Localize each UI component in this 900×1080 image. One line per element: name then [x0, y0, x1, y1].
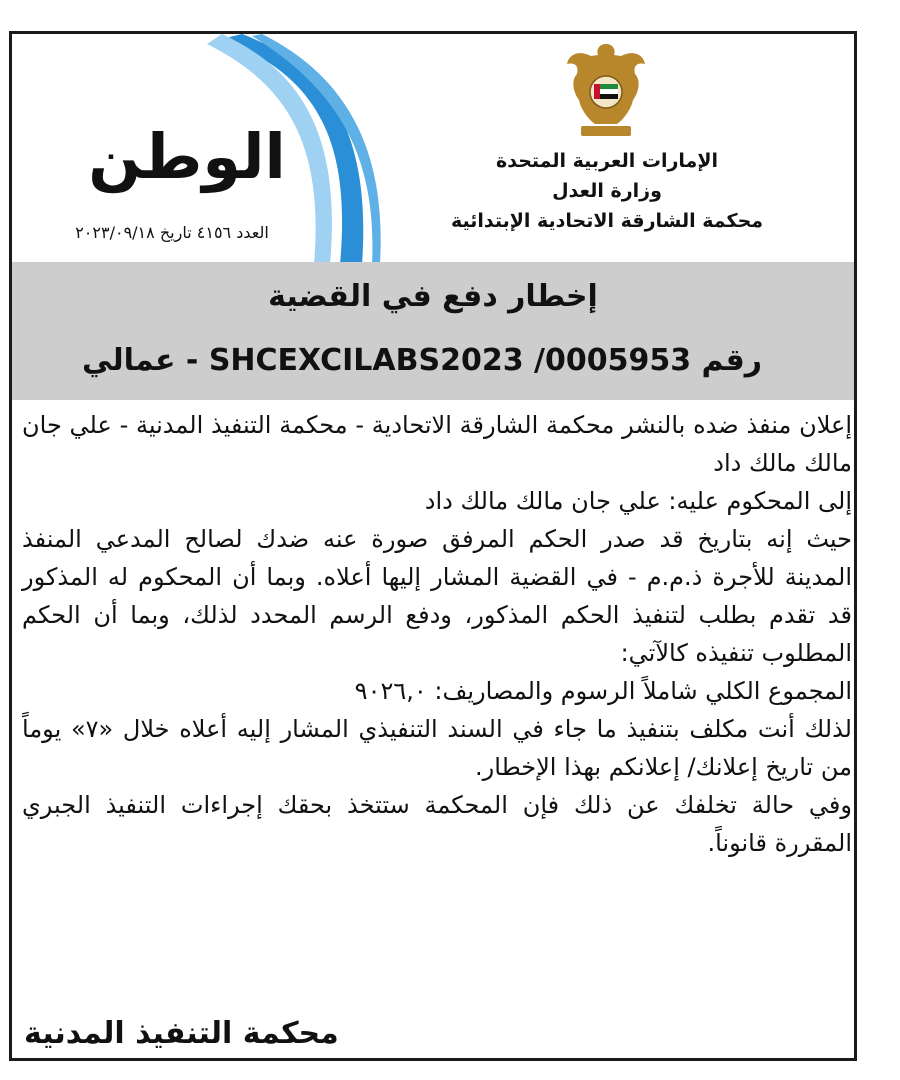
body-paragraph-total: المجموع الكلي شاملاً الرسوم والمصاريف: ٩٠٢٦,٠: [354, 677, 852, 705]
body-paragraph-announcement: إعلان منفذ ضده بالنشر محكمة الشارقة الاتحادية - محكمة التنفيذ المدنية - علي جان مالك مالك داد: [22, 411, 852, 477]
notice-frame: [9, 31, 857, 1061]
body-paragraph-warning: وفي حالة تخلفك عن ذلك فإن المحكمة ستتخذ بحقك إجراءات التنفيذ الجبري المقررة قانوناً.: [22, 791, 852, 857]
newspaper-logo: الوطن: [88, 120, 286, 193]
body-paragraph-addressee: إلى المحكوم عليه: علي جان مالك مالك داد: [424, 487, 852, 515]
ministry-heading: [442, 146, 772, 236]
body-paragraph-judgment: حيث إنه بتاريخ قد صدر الحكم المرفق صورة عنه ضدك لصالح المدعي المنفذ المدينة للأجرة ذ.م.م - في القضية المشار إليها أعلاه. وبما أن المحكوم له المذكور قد تقدم بطلب لتنفيذ الحكم المذكور، ودفع الرسم المحدد لذلك، وبما أن الحكم المطلوب تنفيذه كالآتي:: [22, 525, 852, 667]
body-paragraph-deadline: لذلك أنت مكلف بتنفيذ ما جاء في السند التنفيذي المشار إليه أعلاه خلال «٧» يوماً من تاريخ إعلانك/ إعلانكم بهذا الإخطار.: [22, 715, 852, 781]
ministry-line-ministry: وزارة العدل: [552, 180, 662, 202]
issue-date-line: العدد ٤١٥٦ تاريخ ٢٠٢٣/٠٩/١٨: [75, 223, 269, 242]
uae-falcon-emblem-icon: [565, 40, 647, 140]
title-band: [12, 262, 854, 400]
notice-title: إخطار دفع في القضية: [268, 279, 598, 314]
ministry-line-court: محكمة الشارقة الاتحادية الإبتدائية: [450, 210, 764, 232]
ministry-line-country: الإمارات العربية المتحدة: [496, 150, 718, 172]
court-signature: محكمة التنفيذ المدنية: [24, 1016, 339, 1051]
notice-body: [22, 406, 852, 862]
case-number: رقم SHCEXCILABS2023 /0005953 - عمالي: [81, 343, 762, 378]
